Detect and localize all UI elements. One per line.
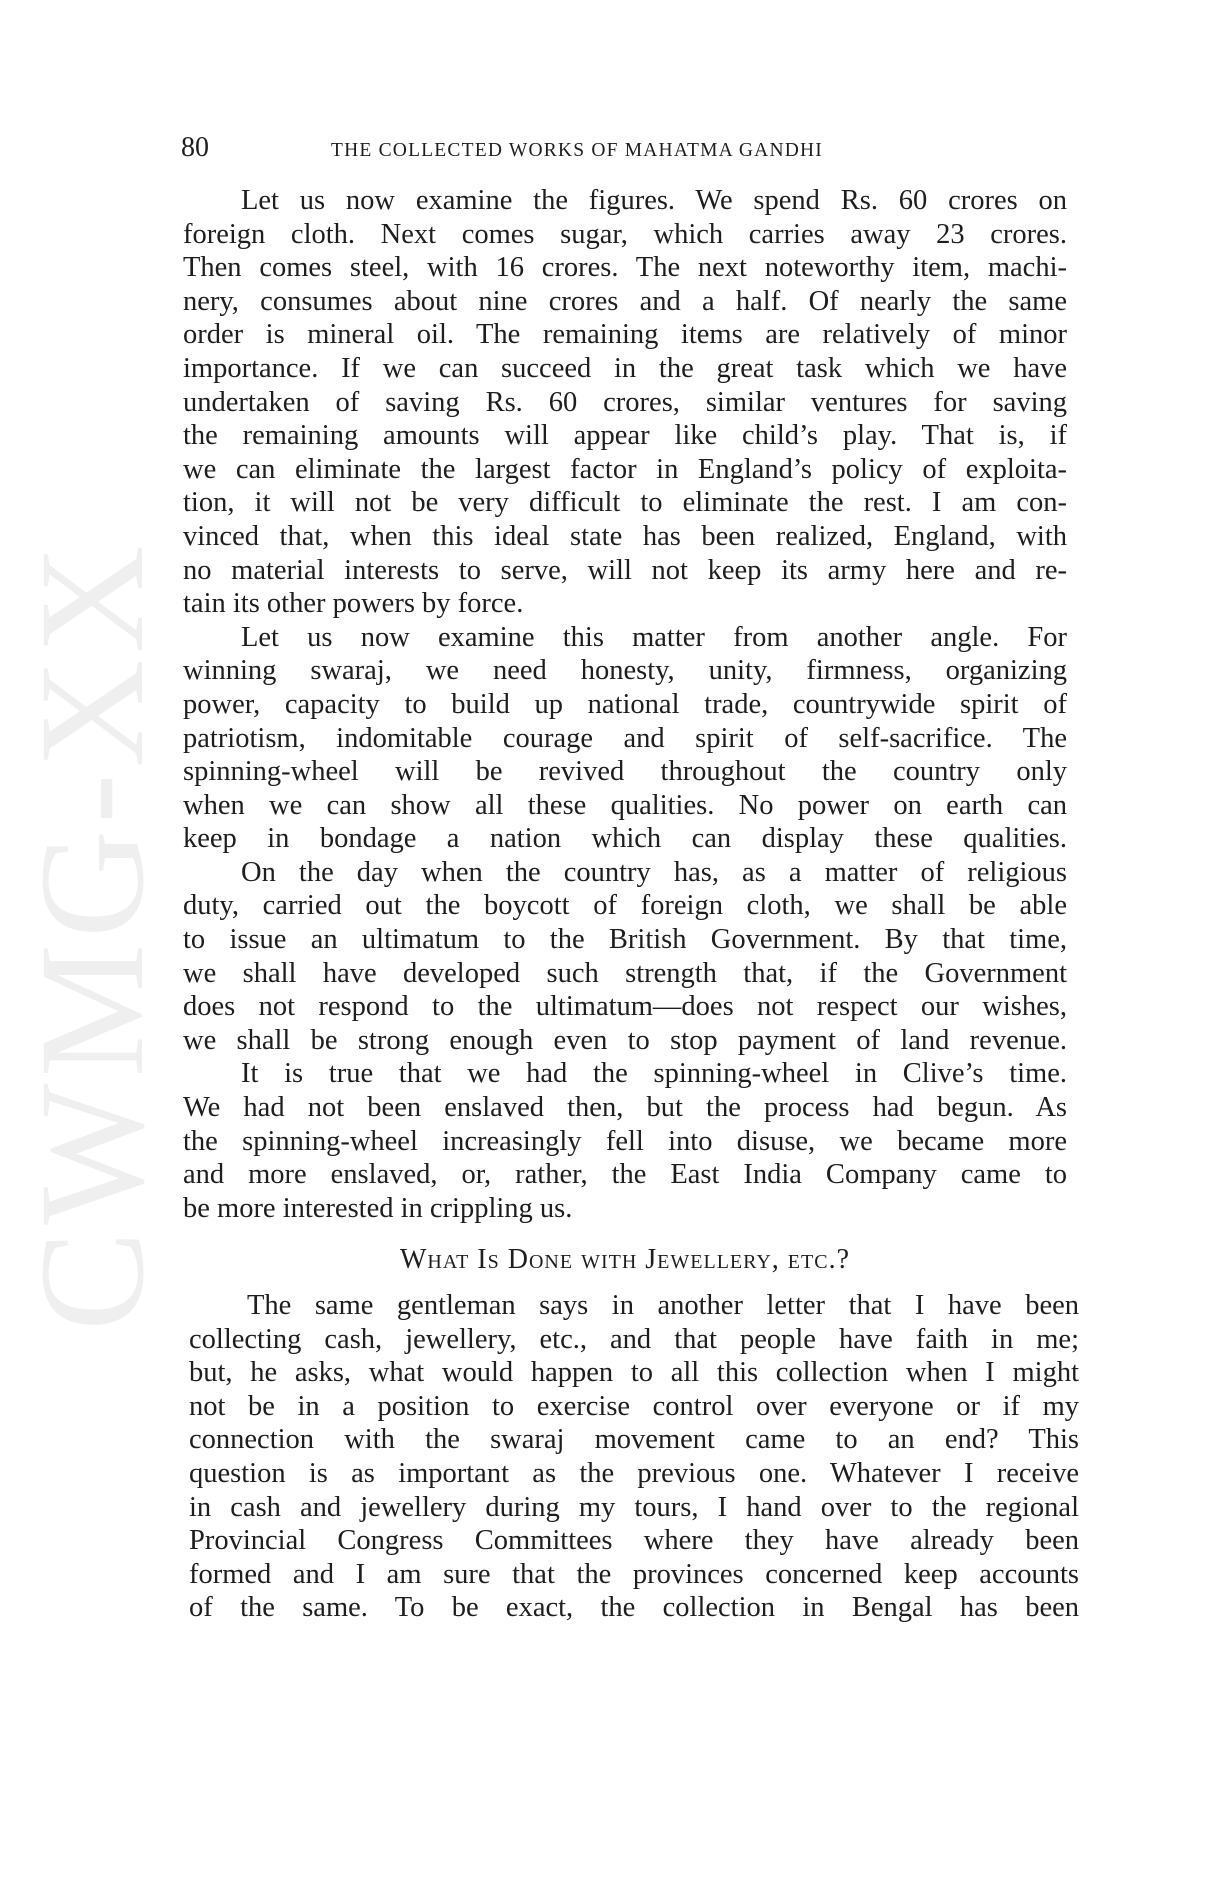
section-2-body <box>189 1289 1079 1625</box>
text-line: undertaken of saving Rs. 60 crores, similar ventures for saving <box>183 386 1067 418</box>
text-line: importance. If we can succeed in the great task which we have <box>183 352 1067 384</box>
section-heading: What Is Done with Jewellery, etc.? <box>399 1244 851 1275</box>
text-line: vinced that, when this ideal state has been realized, England, with <box>183 520 1067 552</box>
text-line: question is as important as the previous one. Whatever I receive <box>189 1457 1079 1489</box>
text-line: but, he asks, what would happen to all this collection when I might <box>189 1357 1079 1389</box>
text-line: Then comes steel, with 16 crores. The next noteworthy item, machi- <box>183 252 1067 284</box>
text-line: collecting cash, jewellery, etc., and that people have faith in me; <box>189 1323 1079 1355</box>
text-line: Let us now examine the figures. We spend Rs. 60 crores on <box>241 185 1067 216</box>
text-line: duty, carried out the boycott of foreign cloth, we shall be able <box>183 890 1067 922</box>
paragraph <box>183 1057 1067 1225</box>
paragraph <box>189 1289 1079 1625</box>
text-line: and more enslaved, or, rather, the East India Company came to <box>183 1159 1067 1191</box>
text-line: when we can show all these qualities. No power on earth can <box>183 789 1067 821</box>
page-number: 80 <box>181 132 209 163</box>
text-line: to issue an ultimatum to the British Government. By that time, <box>183 924 1067 956</box>
section-1-body <box>183 184 1067 1225</box>
text-line: the remaining amounts will appear like child’s play. That is, if <box>183 420 1067 452</box>
text-line: keep in bondage a nation which can display these qualities. <box>183 823 1067 855</box>
text-line: power, capacity to build up national trade, countrywide spirit of <box>183 688 1067 720</box>
text-line: On the day when the country has, as a matter of religious <box>241 856 1067 888</box>
paragraph <box>183 184 1067 621</box>
paragraph <box>183 856 1067 1058</box>
running-title: THE COLLECTED WORKS OF MAHATMA GANDHI <box>331 140 823 161</box>
text-line: We had not been enslaved then, but the process had begun. As <box>183 1092 1067 1124</box>
watermark: CWMG-XX <box>9 539 175 1331</box>
text-line: of the same. To be exact, the collection in Bengal has been <box>189 1592 1079 1624</box>
text-line: no material interests to serve, will not keep its army here and re- <box>183 554 1067 586</box>
text-line: It is true that we had the spinning-wheel in Clive’s time. <box>241 1058 1067 1090</box>
text-line: does not respond to the ultimatum—does not respect our wishes, <box>183 991 1067 1023</box>
paragraph <box>183 621 1067 856</box>
text-line: Let us now examine this matter from another angle. For <box>241 621 1067 653</box>
text-line: we shall have developed such strength that, if the Government <box>183 957 1067 989</box>
text-line: order is mineral oil. The remaining items are relatively of minor <box>183 319 1067 351</box>
text-line: spinning-wheel will be revived throughout the country only <box>183 756 1067 788</box>
text-line: patriotism, indomitable courage and spirit of self-sacrifice. The <box>183 722 1067 754</box>
text-line: be more interested in crippling us. <box>183 1192 573 1224</box>
text-line: connection with the swaraj movement came to an end? This <box>189 1424 1079 1456</box>
text-line: the spinning-wheel increasingly fell into disuse, we became more <box>183 1125 1067 1157</box>
text-line: tion, it will not be very difficult to eliminate the rest. I am con- <box>183 487 1067 519</box>
text-line: we shall be strong enough even to stop payment of land revenue. <box>183 1024 1067 1056</box>
text-line: not be in a position to exercise control over everyone or if my <box>189 1390 1079 1422</box>
text-line: The same gentleman says in another letter that I have been <box>247 1290 1079 1321</box>
text-line: foreign cloth. Next comes sugar, which carries away 23 crores. <box>183 218 1067 250</box>
text-line: we can eliminate the largest factor in England’s policy of exploita- <box>183 453 1067 485</box>
text-line: winning swaraj, we need honesty, unity, firmness, organizing <box>183 655 1067 687</box>
text-line: tain its other powers by force. <box>183 588 524 620</box>
text-line: in cash and jewellery during my tours, I hand over to the regional <box>189 1491 1079 1523</box>
text-line: formed and I am sure that the provinces concerned keep accounts <box>189 1558 1079 1590</box>
text-line: Provincial Congress Committees where they have already been <box>189 1525 1079 1557</box>
text-line: nery, consumes about nine crores and a half. Of nearly the same <box>183 285 1067 317</box>
